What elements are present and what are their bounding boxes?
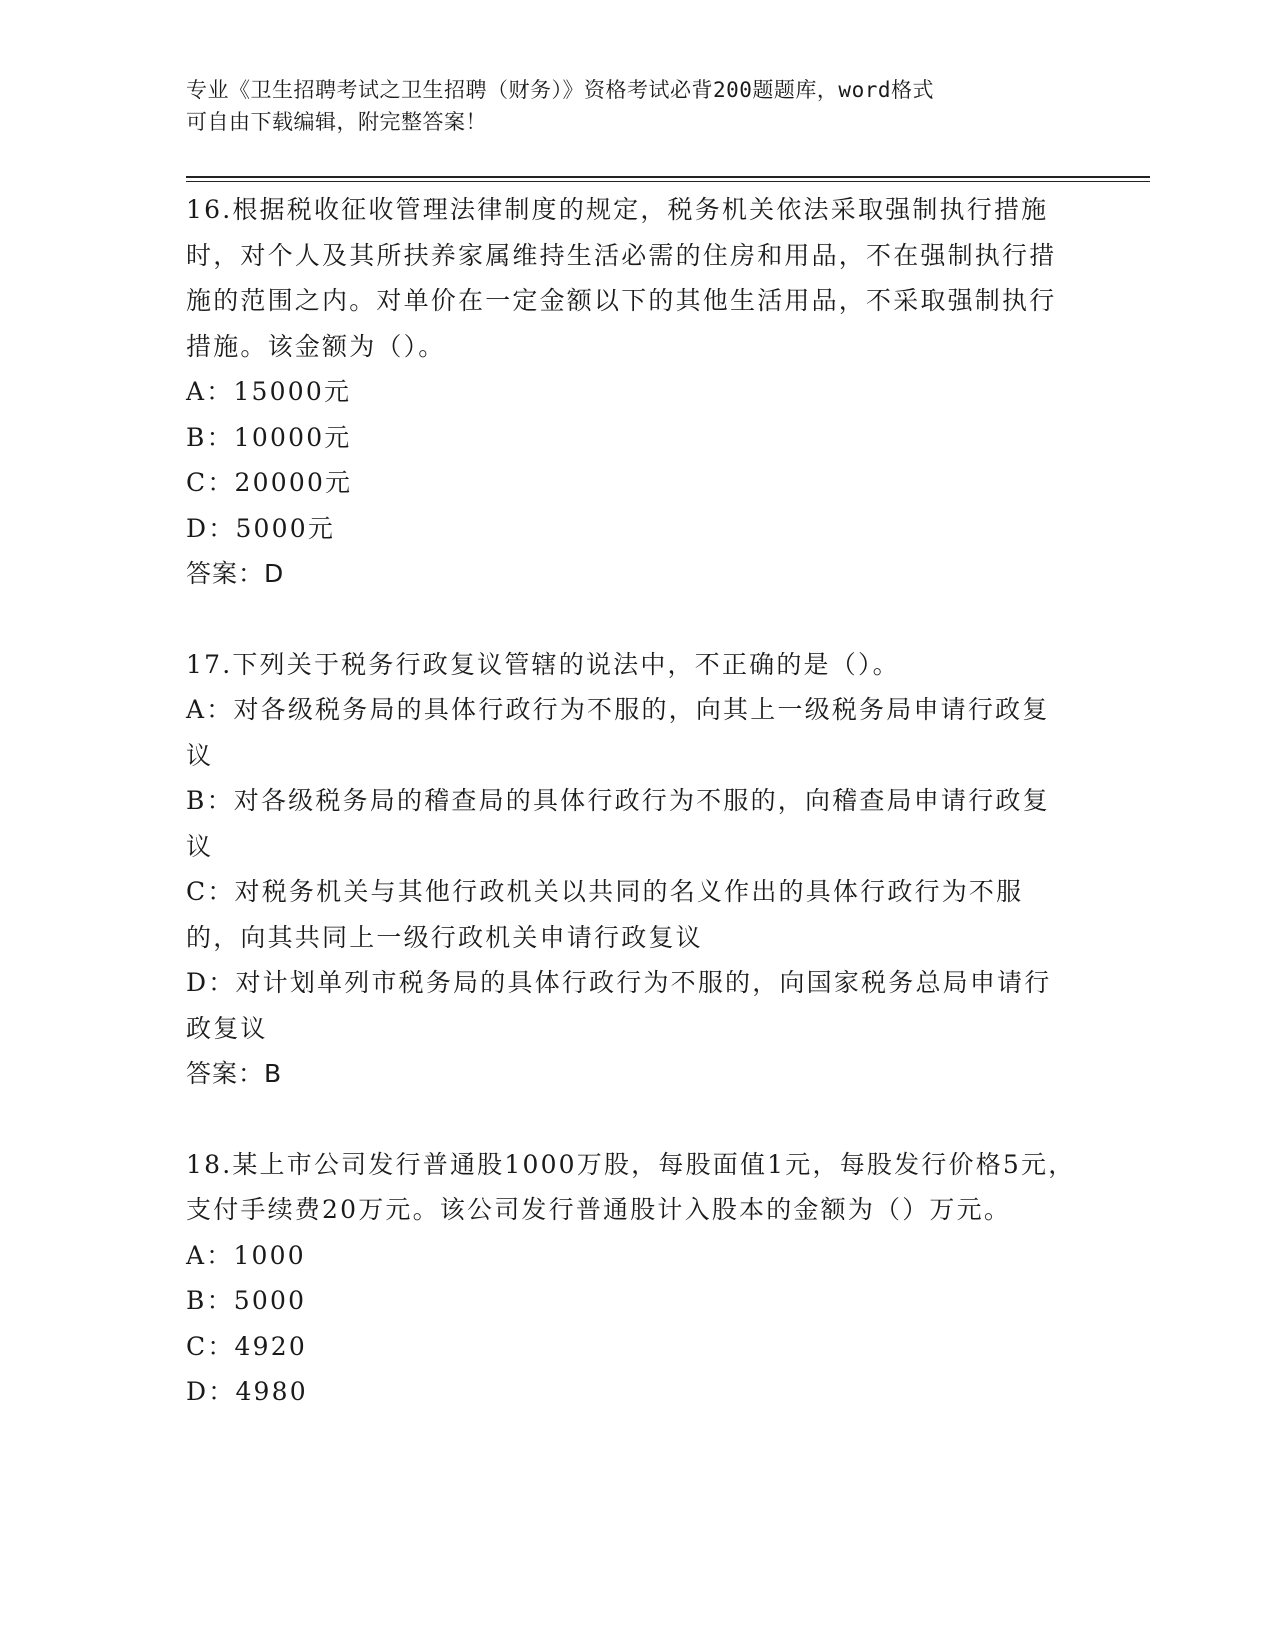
option-b: B：5000 bbox=[186, 1286, 307, 1315]
option-c: C：4920 bbox=[186, 1331, 307, 1361]
option-a: A：15000元 bbox=[186, 377, 352, 406]
option-d: D：5000元 bbox=[186, 513, 336, 543]
question-list bbox=[186, 187, 1076, 1460]
header-line-1: 专业《卫生招聘考试之卫生招聘（财务）》资格考试必背200题题库，word格式 bbox=[186, 78, 934, 102]
question-stem: 17.下列关于税务行政复议管辖的说法中，不正确的是（）。 bbox=[186, 649, 900, 679]
question-18 bbox=[186, 1142, 1076, 1415]
question-stem: 16.根据税收征收管理法律制度的规定，税务机关依法采取强制执行措施时，对个人及其所扶养家属维持生活必需的住房和用品，不在强制执行措施的范围之内。对单价在一定金额以下的其他生活用品，不采取强制执行措施。该金额为（）。 bbox=[186, 195, 1057, 361]
option-b: B：对各级税务局的稽查局的具体行政行为不服的，向稽查局申请行政复议 bbox=[186, 786, 1050, 861]
answer: 答案：D bbox=[186, 559, 285, 588]
option-d: D：对计划单列市税务局的具体行政行为不服的，向国家税务总局申请行政复议 bbox=[186, 968, 1052, 1043]
header-divider-thick bbox=[186, 176, 1150, 178]
answer: 答案：B bbox=[186, 1059, 283, 1088]
option-b: B：10000元 bbox=[186, 422, 352, 452]
option-a: A：对各级税务局的具体行政行为不服的，向其上一级税务局申请行政复议 bbox=[186, 695, 1050, 770]
question-stem: 18.某上市公司发行普通股1000万股，每股面值1元，每股发行价格5元，支付手续费20万元。该公司发行普通股计入股本的金额为（）万元。 bbox=[186, 1149, 1076, 1224]
option-d: D：4980 bbox=[186, 1377, 308, 1406]
option-a: A：1000 bbox=[186, 1240, 306, 1270]
option-c: C：20000元 bbox=[186, 468, 353, 497]
question-17 bbox=[186, 642, 1076, 1097]
option-c: C：对税务机关与其他行政机关以共同的名义作出的具体行政行为不服的，向其共同上一级行政机关申请行政复议 bbox=[186, 877, 1024, 952]
header-divider-thin bbox=[186, 181, 1150, 182]
header-line-2: 可自由下载编辑，附完整答案！ bbox=[186, 110, 487, 134]
document-header bbox=[186, 74, 1066, 138]
question-16 bbox=[186, 187, 1076, 597]
